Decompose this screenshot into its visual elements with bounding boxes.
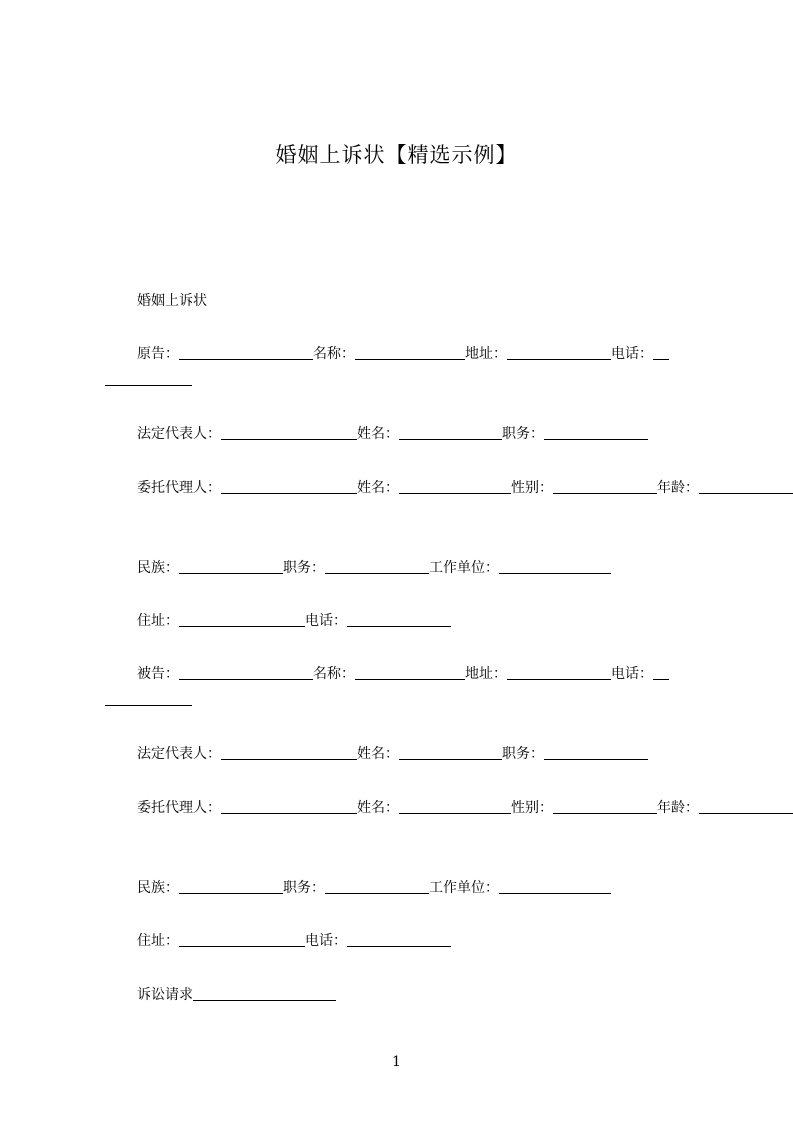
blank-field[interactable]: [221, 799, 357, 814]
defendant-legal-rep-line: 法定代表人： 姓名： 职务：: [105, 741, 705, 767]
blank-field[interactable]: [399, 745, 502, 760]
blank-field[interactable]: [193, 986, 336, 1001]
defendant-ethnic-line: 民族： 职务： 工作单位：: [105, 875, 705, 901]
blank-field[interactable]: [399, 425, 502, 440]
plaintiff-legal-rep-line: 法定代表人： 姓名： 职务：: [105, 421, 705, 447]
defendant-line: 被告： 名称： 地址： 电话：: [105, 661, 705, 713]
blank-field[interactable]: [325, 559, 429, 574]
blank-field[interactable]: [399, 479, 511, 494]
blank-field[interactable]: [179, 612, 305, 627]
blank-field[interactable]: [355, 345, 465, 360]
blank-field[interactable]: [105, 691, 192, 706]
blank-field[interactable]: [699, 479, 793, 494]
blank-field[interactable]: [325, 879, 429, 894]
blank-field[interactable]: [179, 879, 283, 894]
blank-field[interactable]: [553, 799, 657, 814]
blank-field[interactable]: [221, 745, 357, 760]
blank-field[interactable]: [179, 932, 305, 947]
plaintiff-address-line: 住址： 电话：: [105, 608, 705, 634]
plaintiff-ethnic-line: 民族： 职务： 工作单位：: [105, 555, 705, 581]
claims-line: [105, 982, 705, 1008]
blank-field[interactable]: [179, 559, 283, 574]
blank-field[interactable]: [507, 665, 611, 680]
defendant-label: 被告：: [137, 666, 179, 682]
blank-field[interactable]: [347, 612, 451, 627]
plaintiff-agent-line: 委托代理人： 姓名： 性别： 年龄：: [105, 475, 705, 501]
page-number: 1: [392, 1054, 401, 1070]
doc-heading: 婚姻上诉状: [137, 293, 207, 309]
blank-field[interactable]: [507, 345, 611, 360]
blank-field[interactable]: [653, 665, 669, 680]
defendant-agent-line: 委托代理人： 姓名： 性别： 年龄：: [105, 795, 705, 821]
claims-label: 诉讼请求: [137, 987, 193, 1003]
defendant-address-line: 住址： 电话：: [105, 928, 705, 954]
blank-field[interactable]: [221, 479, 357, 494]
blank-field[interactable]: [399, 799, 511, 814]
blank-field[interactable]: [105, 371, 192, 386]
blank-field[interactable]: [179, 665, 313, 680]
address-label: 地址：: [465, 346, 507, 362]
blank-field[interactable]: [347, 932, 451, 947]
blank-field[interactable]: [544, 425, 648, 440]
blank-field[interactable]: [653, 345, 669, 360]
name-label: 名称：: [313, 346, 355, 362]
blank-field[interactable]: [179, 345, 313, 360]
document-title: 婚姻上诉状【精选示例】: [275, 143, 518, 167]
blank-field[interactable]: [221, 425, 357, 440]
blank-field[interactable]: [355, 665, 465, 680]
plaintiff-label: 原告：: [137, 346, 179, 362]
blank-field[interactable]: [699, 799, 793, 814]
blank-field[interactable]: [499, 559, 611, 574]
phone-label: 电话：: [611, 346, 653, 362]
blank-field[interactable]: [544, 745, 648, 760]
plaintiff-line: [105, 341, 705, 393]
blank-field[interactable]: [553, 479, 657, 494]
blank-field[interactable]: [499, 879, 611, 894]
